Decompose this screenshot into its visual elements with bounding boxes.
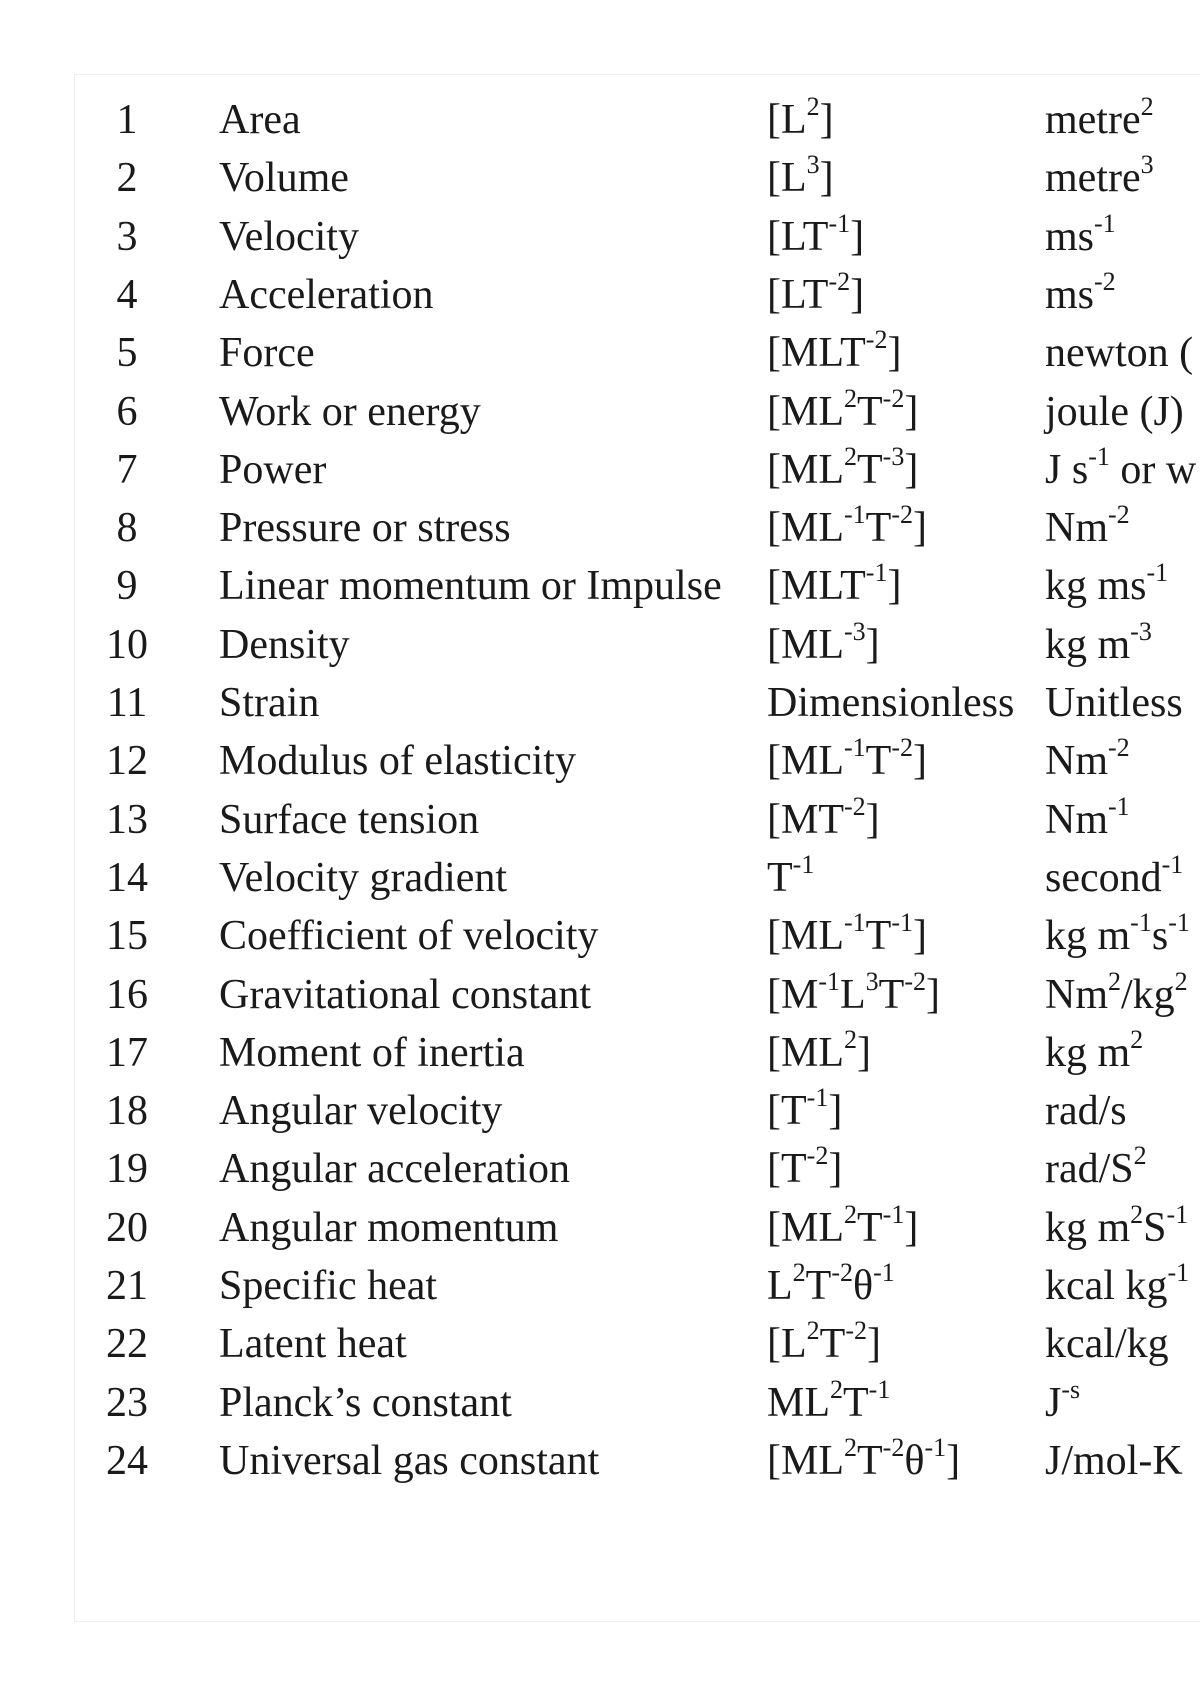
text-segment: or w xyxy=(1109,446,1197,493)
table-row xyxy=(75,672,1200,735)
superscript: -2 xyxy=(904,966,926,996)
text-segment: T xyxy=(865,913,892,960)
superscript: -1 xyxy=(882,1199,905,1229)
table-row xyxy=(75,789,1200,852)
text-segment: ] xyxy=(857,1029,871,1076)
dimension-formula xyxy=(767,1197,918,1260)
text-segment: [T xyxy=(767,1146,807,1193)
table-row xyxy=(75,964,1200,1027)
superscript: -1 xyxy=(873,1258,895,1287)
superscript: -1 xyxy=(865,558,888,588)
superscript: -2 xyxy=(882,383,905,413)
text-segment: [ML xyxy=(767,1204,844,1251)
text-segment: J/mol-K xyxy=(1045,1437,1183,1484)
text-segment: Nm xyxy=(1045,971,1108,1018)
text-segment: T xyxy=(819,1321,846,1368)
text-segment: S xyxy=(1143,1204,1167,1251)
dimension-table xyxy=(74,74,1200,1622)
quantity-name: Angular velocity xyxy=(219,1088,503,1135)
text-segment: T xyxy=(878,971,905,1018)
text-segment: [ML xyxy=(767,1437,844,1484)
superscript: -1 xyxy=(891,908,913,938)
row-number: 12 xyxy=(106,738,148,785)
text-segment: ] xyxy=(828,1088,843,1135)
text-segment: [LT xyxy=(767,213,829,260)
superscript: 2 xyxy=(1130,1024,1144,1054)
si-unit xyxy=(1045,789,1130,852)
table-row xyxy=(75,1138,1200,1201)
quantity-name: Specific heat xyxy=(219,1263,438,1309)
superscript: -1 xyxy=(818,966,841,996)
si-unit xyxy=(1045,1372,1080,1435)
quantity-name: Volume xyxy=(219,155,349,202)
text-segment: Nm xyxy=(1045,796,1108,843)
quantity-name: Modulus of elasticity xyxy=(219,738,576,785)
text-segment: kg m xyxy=(1045,913,1131,960)
superscript: -1 xyxy=(844,733,866,763)
dimension-formula xyxy=(767,322,901,385)
row-number: 1 xyxy=(116,97,138,143)
text-segment: rad/S xyxy=(1045,1146,1134,1193)
table-row xyxy=(75,89,1200,152)
text-segment: T xyxy=(857,1437,883,1484)
text-segment: [MT xyxy=(767,796,844,843)
quantity-name: Moment of inertia xyxy=(219,1029,525,1076)
dimension-formula xyxy=(767,1430,960,1493)
superscript: -2 xyxy=(882,1432,905,1462)
si-unit xyxy=(1045,264,1116,327)
quantity-name: Angular acceleration xyxy=(219,1146,570,1193)
row-number: 2 xyxy=(116,155,138,202)
si-unit xyxy=(1045,730,1130,793)
text-segment: T xyxy=(857,1204,883,1251)
text-segment: L xyxy=(767,1263,793,1309)
superscript: -2 xyxy=(806,1141,829,1171)
superscript: -1 xyxy=(1130,908,1152,938)
superscript: -1 xyxy=(868,1374,891,1404)
si-unit xyxy=(1045,964,1188,1027)
text-segment: ] xyxy=(828,1146,843,1193)
row-number: 6 xyxy=(116,388,138,435)
superscript: 2 xyxy=(844,1432,857,1462)
row-number: 20 xyxy=(106,1204,148,1251)
table-row xyxy=(75,555,1200,618)
superscript: -3 xyxy=(844,616,866,646)
superscript: -2 xyxy=(1108,733,1130,763)
dimension-formula xyxy=(767,439,918,502)
text-segment: J xyxy=(1045,1379,1062,1426)
superscript: -2 xyxy=(845,1316,867,1346)
text-segment: Dimensionless xyxy=(767,680,1015,726)
text-segment: T xyxy=(857,388,883,435)
text-segment: /kg xyxy=(1121,971,1175,1018)
superscript: -2 xyxy=(828,266,851,296)
row-number: 13 xyxy=(106,796,148,843)
dimension-formula xyxy=(767,1255,895,1318)
superscript: -1 xyxy=(1088,441,1110,471)
text-segment: T xyxy=(865,738,892,785)
text-segment: Unitless xyxy=(1045,680,1183,726)
superscript: -2 xyxy=(844,791,866,821)
dimension-formula xyxy=(767,264,864,327)
quantity-name: Gravitational constant xyxy=(219,971,592,1018)
row-number: 4 xyxy=(116,271,138,318)
row-number: 10 xyxy=(106,621,148,668)
text-segment: kcal/kg xyxy=(1045,1321,1169,1368)
text-segment: ms xyxy=(1045,213,1095,260)
table-row xyxy=(75,730,1200,793)
dimension-formula xyxy=(767,1372,890,1435)
text-segment: ] xyxy=(865,621,880,668)
dimension-formula xyxy=(767,964,940,1027)
text-segment: ] xyxy=(850,213,865,260)
table-row xyxy=(75,905,1200,968)
dimension-formula xyxy=(767,381,918,444)
superscript: 2 xyxy=(1108,966,1121,996)
superscript: 2 xyxy=(1174,966,1188,996)
quantity-name: Power xyxy=(219,446,327,493)
superscript: -2 xyxy=(865,325,888,355)
text-segment: ] xyxy=(904,446,919,493)
table-row xyxy=(75,497,1200,560)
text-segment: [ML xyxy=(767,738,844,785)
superscript: 3 xyxy=(865,966,879,996)
superscript: -1 xyxy=(828,208,851,238)
text-segment: kg m xyxy=(1045,1029,1131,1076)
row-number: 16 xyxy=(106,971,148,1018)
superscript: -2 xyxy=(1094,266,1116,296)
table-row xyxy=(75,1197,1200,1260)
si-unit xyxy=(1045,322,1193,385)
si-unit xyxy=(1045,905,1190,968)
dimension-formula xyxy=(767,147,834,210)
dimension-formula xyxy=(767,555,901,618)
si-unit xyxy=(1045,206,1116,269)
dimension-formula xyxy=(767,497,927,560)
superscript: -3 xyxy=(1130,616,1152,646)
si-unit xyxy=(1045,1313,1169,1376)
quantity-name: Density xyxy=(219,621,350,668)
text-segment: [ML xyxy=(767,446,844,493)
text-segment: [LT xyxy=(767,271,829,318)
text-segment: ML xyxy=(767,1379,830,1426)
superscript: -1 xyxy=(1168,908,1190,938)
text-segment: ] xyxy=(904,1204,919,1251)
table-row xyxy=(75,206,1200,269)
si-unit xyxy=(1045,497,1130,560)
row-number: 22 xyxy=(106,1321,148,1368)
si-unit xyxy=(1045,1138,1147,1201)
text-segment: ] xyxy=(850,271,865,318)
row-number: 9 xyxy=(116,563,138,610)
table-row xyxy=(75,439,1200,502)
quantity-name: Area xyxy=(219,97,301,143)
text-segment: joule (J) xyxy=(1045,388,1184,435)
superscript: 2 xyxy=(844,1024,857,1054)
text-segment: [ML xyxy=(767,913,844,960)
row-number: 5 xyxy=(116,330,138,377)
quantity-name: Angular momentum xyxy=(219,1204,559,1251)
superscript: -1 xyxy=(792,849,815,879)
table-row xyxy=(75,1430,1200,1493)
text-segment: kcal kg xyxy=(1045,1263,1168,1309)
si-unit xyxy=(1045,847,1183,910)
quantity-name: Pressure or stress xyxy=(219,505,511,552)
superscript: -1 xyxy=(1167,1258,1190,1287)
row-number: 11 xyxy=(106,680,148,726)
superscript: 3 xyxy=(1140,150,1154,180)
quantity-name: Surface tension xyxy=(219,796,480,843)
text-segment: T xyxy=(865,505,892,552)
table-row xyxy=(75,1080,1200,1143)
row-number: 15 xyxy=(106,913,148,960)
superscript: 2 xyxy=(792,1258,806,1287)
row-number: 14 xyxy=(106,854,148,901)
table-row xyxy=(75,147,1200,210)
text-segment: kg m xyxy=(1045,1204,1131,1251)
table-row xyxy=(75,847,1200,910)
superscript: -1 xyxy=(844,500,866,530)
superscript: -1 xyxy=(1161,849,1184,879)
si-unit xyxy=(1045,672,1183,735)
text-segment: ] xyxy=(865,796,880,843)
dimension-formula xyxy=(767,789,880,852)
superscript: 2 xyxy=(806,1316,820,1346)
dimension-formula xyxy=(767,905,927,968)
row-number: 18 xyxy=(106,1088,148,1135)
superscript: 2 xyxy=(1140,92,1154,121)
quantity-name: Universal gas constant xyxy=(219,1437,600,1484)
superscript: 2 xyxy=(1130,1199,1144,1229)
superscript: 2 xyxy=(844,1199,857,1229)
dimension-formula xyxy=(767,672,1014,735)
text-segment: T xyxy=(857,446,883,493)
quantity-name: Linear momentum or Impulse xyxy=(219,563,722,610)
superscript: -1 xyxy=(1146,558,1169,588)
si-unit xyxy=(1045,381,1184,444)
table-row xyxy=(75,381,1200,444)
text-segment: metre xyxy=(1045,97,1141,143)
text-segment: rad/s xyxy=(1045,1088,1127,1135)
si-unit xyxy=(1045,1255,1189,1318)
text-segment: ] xyxy=(946,1437,961,1484)
row-number: 21 xyxy=(106,1263,148,1309)
table-row xyxy=(75,322,1200,385)
text-segment: T xyxy=(805,1263,832,1309)
text-segment: [T xyxy=(767,1088,807,1135)
dimension-formula xyxy=(767,1138,842,1201)
text-segment: [L xyxy=(767,1321,807,1368)
text-segment: ] xyxy=(887,330,902,377)
superscript: 2 xyxy=(830,1374,843,1404)
dimension-formula xyxy=(767,847,814,910)
text-segment: second xyxy=(1045,854,1162,901)
row-number: 7 xyxy=(116,446,138,493)
quantity-name: Force xyxy=(219,330,315,377)
quantity-name: Coefficient of velocity xyxy=(219,913,599,960)
row-number: 8 xyxy=(116,505,138,552)
text-segment: ] xyxy=(913,505,927,552)
text-segment: ] xyxy=(926,971,940,1018)
superscript: 2 xyxy=(844,441,857,471)
text-segment: ] xyxy=(913,913,927,960)
si-unit xyxy=(1045,89,1154,152)
text-segment: ] xyxy=(866,1321,881,1368)
row-number: 19 xyxy=(106,1146,148,1193)
text-segment: ms xyxy=(1045,271,1095,318)
quantity-name: Planck’s constant xyxy=(219,1379,512,1426)
superscript: -s xyxy=(1061,1374,1081,1404)
superscript: 2 xyxy=(806,92,820,121)
text-segment: θ xyxy=(904,1437,925,1484)
text-segment: ] xyxy=(904,388,919,435)
dimension-formula xyxy=(767,730,927,793)
superscript: -3 xyxy=(882,441,905,471)
row-number: 23 xyxy=(106,1379,148,1426)
si-unit xyxy=(1045,1080,1127,1143)
si-unit xyxy=(1045,1430,1183,1493)
si-unit xyxy=(1045,147,1154,210)
text-segment: T xyxy=(843,1379,869,1426)
dimension-formula xyxy=(767,206,864,269)
row-number: 3 xyxy=(116,213,138,260)
table-row xyxy=(75,614,1200,677)
dimension-formula xyxy=(767,1313,881,1376)
text-segment: [MLT xyxy=(767,563,866,610)
text-segment: metre xyxy=(1045,155,1141,202)
superscript: -1 xyxy=(1166,1199,1189,1229)
quantity-name: Latent heat xyxy=(219,1321,407,1368)
superscript: -1 xyxy=(844,908,866,938)
text-segment: [MLT xyxy=(767,330,866,377)
row-number: 17 xyxy=(106,1029,148,1076)
text-segment: ] xyxy=(913,738,927,785)
text-segment: [ML xyxy=(767,1029,844,1076)
text-segment: kg m xyxy=(1045,621,1131,668)
text-segment: Nm xyxy=(1045,738,1108,785)
quantity-name: Acceleration xyxy=(219,271,434,318)
superscript: -1 xyxy=(924,1432,947,1462)
superscript: 2 xyxy=(1133,1141,1147,1171)
text-segment: [ML xyxy=(767,388,844,435)
dimension-formula xyxy=(767,1080,842,1143)
si-unit xyxy=(1045,1197,1188,1260)
text-segment: L xyxy=(840,971,866,1018)
text-segment: [L xyxy=(767,97,807,143)
table-row xyxy=(75,1372,1200,1435)
si-unit xyxy=(1045,1022,1143,1085)
table-row xyxy=(75,264,1200,327)
text-segment: s xyxy=(1151,913,1169,960)
superscript: -2 xyxy=(1108,500,1130,530)
si-unit xyxy=(1045,614,1152,677)
dimension-formula xyxy=(767,1022,871,1085)
superscript: -1 xyxy=(806,1083,829,1113)
dimension-formula xyxy=(767,89,834,152)
quantity-name: Strain xyxy=(219,680,320,726)
superscript: 2 xyxy=(844,383,857,413)
text-segment: ] xyxy=(819,155,834,202)
text-segment: kg ms xyxy=(1045,563,1147,610)
text-segment: θ xyxy=(852,1263,874,1309)
superscript: -2 xyxy=(891,733,913,763)
si-unit xyxy=(1045,439,1196,502)
si-unit xyxy=(1045,555,1168,618)
text-segment: T xyxy=(767,854,793,901)
superscript: -2 xyxy=(831,1258,853,1287)
quantity-name: Work or energy xyxy=(219,388,481,435)
text-segment: newton ( xyxy=(1045,330,1194,377)
table-row xyxy=(75,1255,1200,1318)
text-segment: J s xyxy=(1045,446,1089,493)
row-number: 24 xyxy=(106,1437,148,1484)
text-segment: ] xyxy=(887,563,902,610)
superscript: 3 xyxy=(806,150,820,180)
table-row xyxy=(75,1022,1200,1085)
text-segment: [L xyxy=(767,155,807,202)
text-segment: ] xyxy=(819,97,834,143)
superscript: -2 xyxy=(891,500,913,530)
table-row xyxy=(75,1313,1200,1376)
text-segment: Nm xyxy=(1045,505,1108,552)
superscript: -1 xyxy=(1108,791,1130,821)
quantity-name: Velocity xyxy=(219,213,359,260)
text-segment: [ML xyxy=(767,505,844,552)
quantity-name: Velocity gradient xyxy=(219,854,508,901)
text-segment: [M xyxy=(767,971,819,1018)
superscript: -1 xyxy=(1094,208,1116,238)
dimension-formula xyxy=(767,614,880,677)
text-segment: [ML xyxy=(767,621,844,668)
